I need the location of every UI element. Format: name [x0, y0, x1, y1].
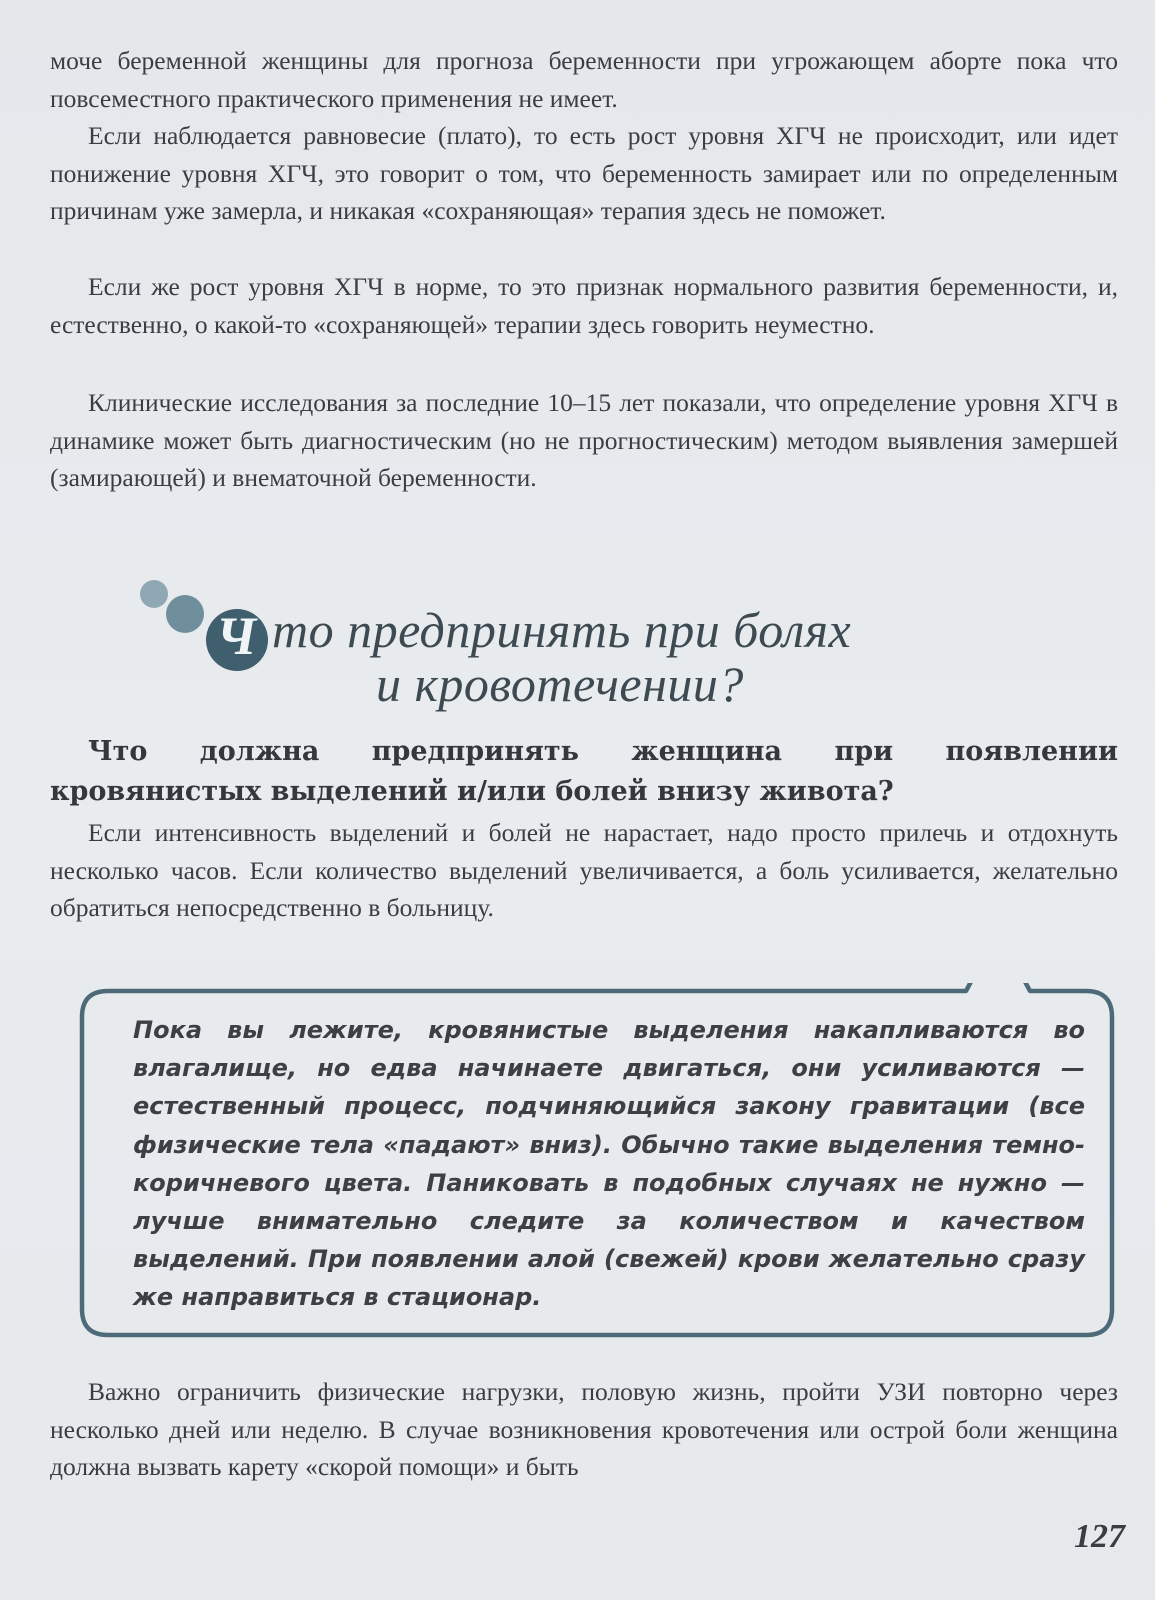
paragraph-text: Если интенсивность выделений и болей не нарастает, надо просто прилечь и отдохнуть несколько часов. Если количество выделений увеличивается, а боль усиливается, желательно обратиться непосредственно в больницу.: [50, 818, 1118, 922]
heading-line-1: то предпринять при болях: [272, 602, 852, 658]
paragraph-clinical-studies: [50, 384, 1118, 497]
callout-text: Пока вы лежите, кровянистые выделения накапливаются во влагалище, но едва начинаете двигаться, они усиливаются — естественный процесс, подчиняющийся закону гравитации (все физические тела «падают» вниз). Обычно такие выделения темно-коричневого цвета. Паниковать в подобных случаях не нужно — лучше внимательно следите за количеством и качеством выделений. При появлении алой (свежей) крови желательно сразу же направиться в стационар.: [133, 1016, 1085, 1312]
callout-box: [78, 983, 1118, 1340]
paragraph-plateau: [50, 117, 1118, 230]
decor-dot-medium: [166, 595, 204, 633]
paragraph-text: Важно ограничить физические нагрузки, половую жизнь, пройти УЗИ повторно через несколько дней или неделю. В случае возникновения кровотечения или острой боли женщина должна вызвать карету «скорой помощи» и быть: [50, 1377, 1118, 1481]
answer-paragraph: [50, 814, 1118, 927]
paragraph-text: Если наблюдается равновесие (плато), то есть рост уровня ХГЧ не происходит, или идет понижение уровня ХГЧ, это говорит о том, что беременность замирает или по определенным причинам уже замерла, и никакая «сохраняющая» терапия здесь не поможет.: [50, 121, 1118, 225]
decor-dot-small: [140, 580, 168, 608]
heading-drop-cap: Ч: [216, 606, 257, 666]
section-heading: [140, 575, 1040, 715]
paragraph-text: моче беременной женщины для прогноза беременности при угрожающем аборте пока что повсеместного практического применения не имеет.: [50, 46, 1118, 113]
paragraph-closing: [50, 1373, 1118, 1486]
page-number: 127: [1074, 1518, 1125, 1555]
paragraph-normal-growth: [50, 268, 1118, 343]
heading-line-2: и кровотечении?: [376, 656, 744, 712]
question-heading: [50, 732, 1118, 812]
paragraph-continuation: [50, 42, 1118, 117]
paragraph-text: Клинические исследования за последние 10–15 лет показали, что определение уровня ХГЧ в динамике может быть диагностическим (но не прогностическим) методом выявления замершей (замирающей) и внематочной беременности.: [50, 388, 1118, 492]
question-text: Что должна предпринять женщина при появлении кровянистых выделений и/или болей внизу живота?: [50, 736, 1118, 807]
paragraph-text: Если же рост уровня ХГЧ в норме, то это признак нормального развития беременности, и, естественно, о какой-то «сохраняющей» терапии здесь говорить неуместно.: [50, 272, 1118, 339]
